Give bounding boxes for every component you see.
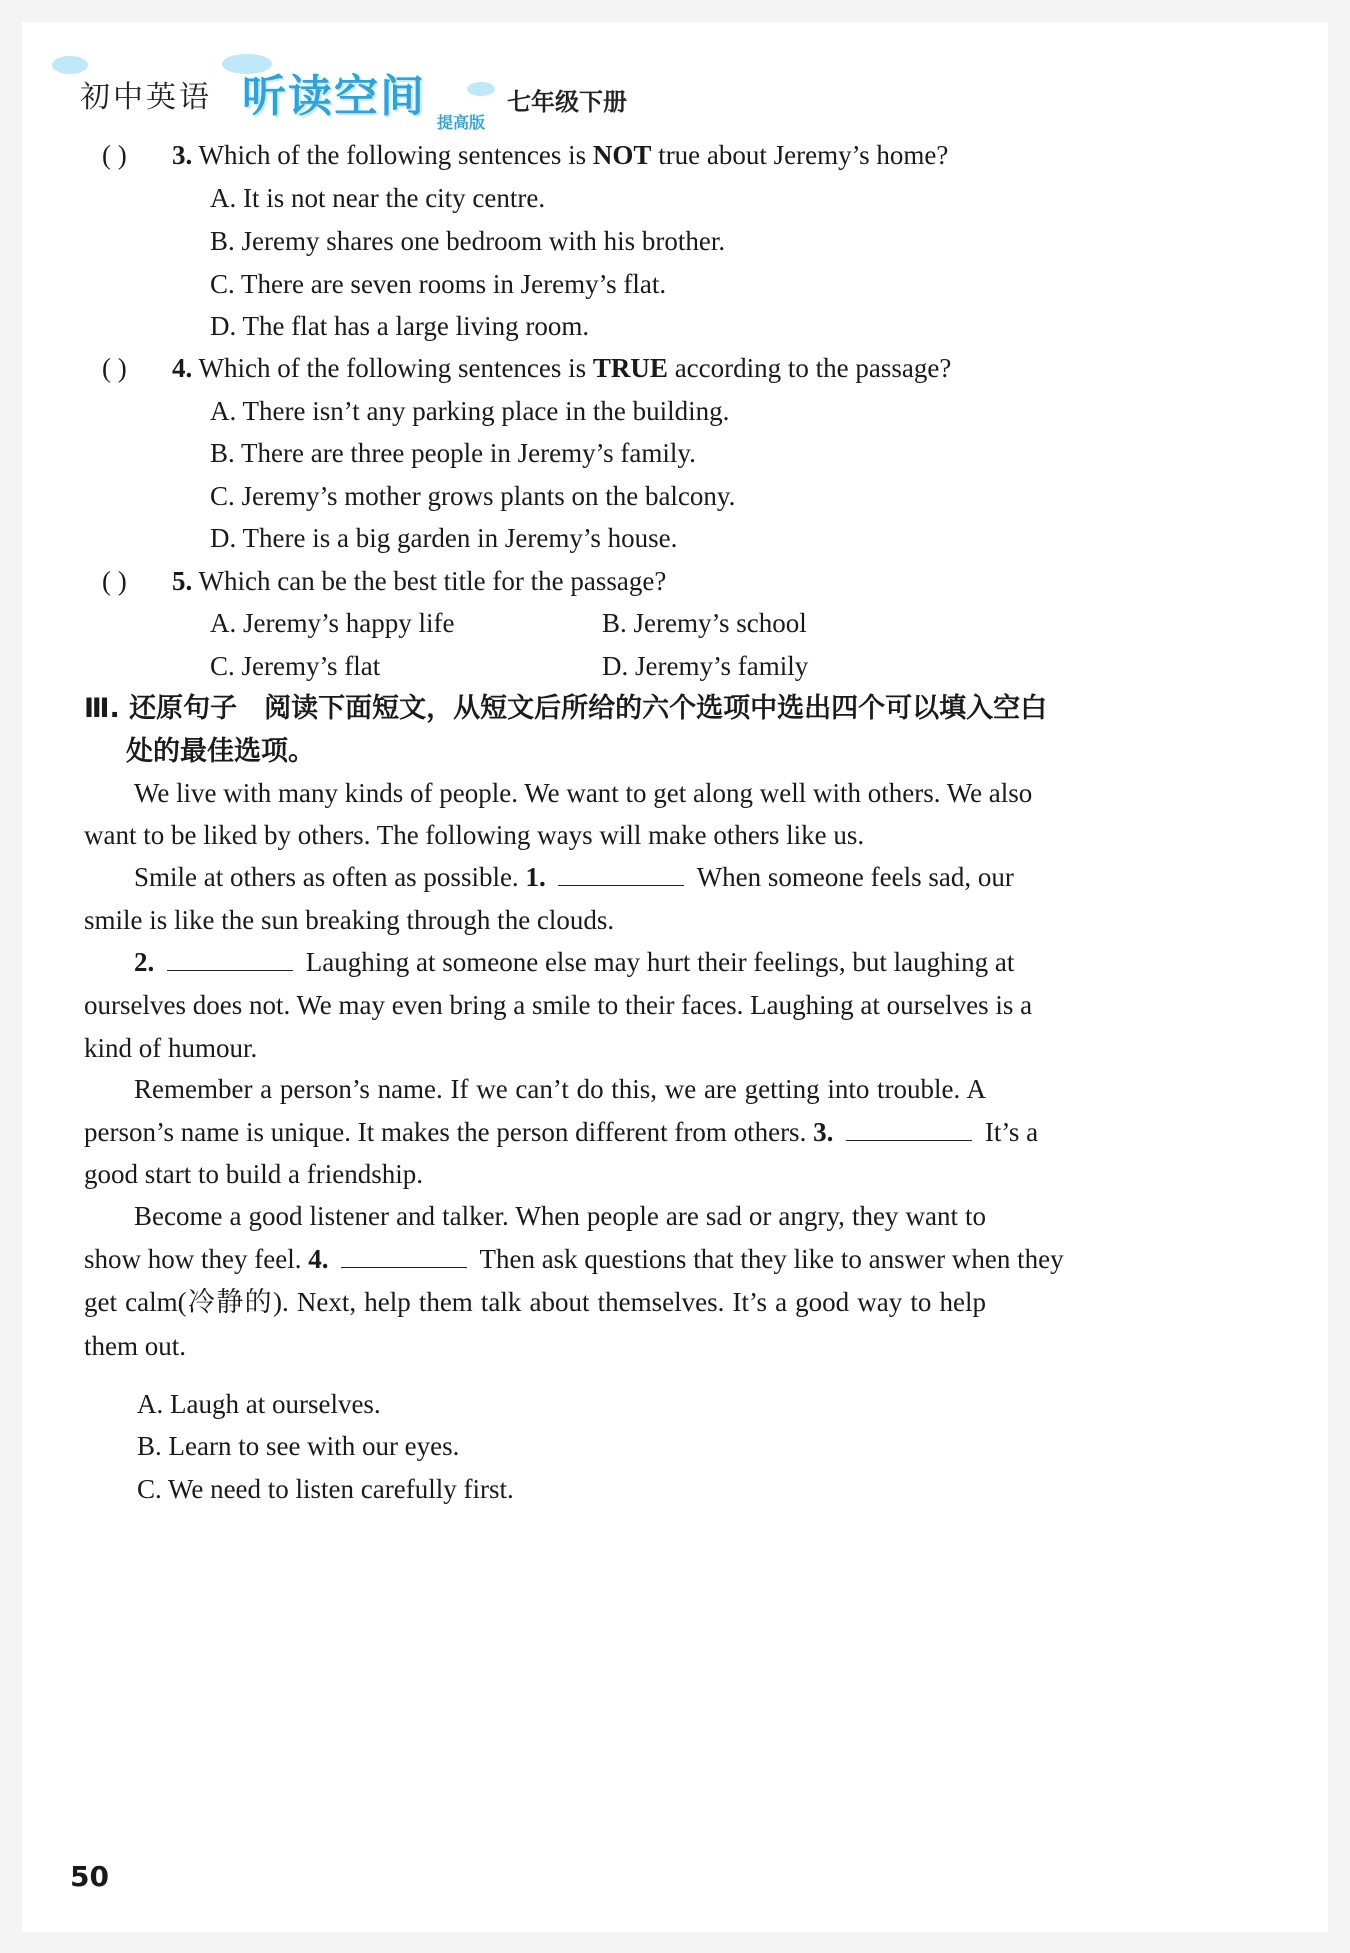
option: C. Jeremy’s mother grows plants on the balcony.	[210, 481, 736, 511]
passage-line: get calm(冷静的). Next, help them talk about themselves. It’s a good way to help	[84, 1287, 986, 1317]
option: B. Jeremy shares one bedroom with his brother.	[210, 226, 726, 256]
page	[22, 22, 1328, 1932]
option: A. Jeremy’s happy life	[210, 608, 455, 638]
passage-text: It’s a	[984, 1117, 1039, 1147]
answer-blank[interactable]	[558, 863, 684, 886]
stem-emphasis: TRUE	[592, 353, 668, 383]
choice-option: A. Laugh at ourselves.	[137, 1389, 381, 1419]
option: C. Jeremy’s flat	[210, 651, 381, 681]
question-number: 4.	[172, 353, 193, 383]
passage-line: Become a good listener and talker. When people are sad or angry, they want to	[134, 1201, 986, 1231]
question-stem	[172, 564, 666, 598]
option: C. There are seven rooms in Jeremy’s flat.	[210, 269, 667, 299]
stem-text: Which of the following sentences is	[198, 140, 587, 170]
passage-line	[84, 1242, 1064, 1276]
answer-paren[interactable]: ( )	[102, 140, 127, 170]
passage-text: When someone feels sad, our	[696, 862, 1014, 892]
option: D. Jeremy’s family	[602, 651, 809, 681]
option: A. There isn’t any parking place in the building.	[210, 396, 730, 426]
passage-text: person’s name is unique. It makes the person different from others.	[84, 1117, 807, 1147]
question-number: 3.	[172, 140, 193, 170]
answer-blank[interactable]	[846, 1118, 972, 1141]
stem-text: Which of the following sentences is	[198, 353, 587, 383]
series-title: 初中英语	[80, 80, 212, 115]
brand-logo: 听读空间	[242, 71, 426, 122]
passage-text: show how they feel.	[84, 1244, 302, 1274]
passage-text: Then ask questions that they like to answer when they	[479, 1244, 1064, 1274]
passage-line	[84, 1115, 1039, 1149]
stem-emphasis: NOT	[592, 140, 652, 170]
passage-line: good start to build a friendship.	[84, 1159, 423, 1189]
choice-option: C. We need to listen carefully first.	[137, 1474, 514, 1504]
passage-line: them out.	[84, 1331, 186, 1361]
cloud-decoration	[467, 82, 495, 96]
passage-text: Laughing at someone else may hurt their feelings, but laughing at	[305, 947, 1015, 977]
question-number: 5.	[172, 566, 193, 596]
passage-line: ourselves does not. We may even bring a smile to their faces. Laughing at ourselves is a	[84, 990, 1033, 1020]
passage-line: want to be liked by others. The following ways will make others like us.	[84, 820, 865, 850]
question-stem	[172, 351, 951, 385]
section-title: Ⅲ. 还原句子 阅读下面短文，从短文后所给的六个选项中选出四个可以填入空白	[84, 693, 1048, 724]
passage-line: We live with many kinds of people. We want to get along well with others. We also	[134, 778, 1033, 808]
passage-line	[134, 945, 1015, 979]
page-number: 50	[70, 1860, 109, 1893]
passage-line	[134, 860, 1014, 894]
blank-number: 2.	[134, 947, 155, 977]
stem-text: Which can be the best title for the passage?	[198, 566, 667, 596]
choice-option: B. Learn to see with our eyes.	[137, 1431, 460, 1461]
option: B. There are three people in Jeremy’s family.	[210, 438, 696, 468]
passage-line: smile is like the sun breaking through the clouds.	[84, 905, 615, 935]
stem-text: according to the passage?	[674, 353, 952, 383]
section-title: 处的最佳选项。	[126, 736, 315, 767]
option: D. The flat has a large living room.	[210, 311, 590, 341]
stem-text: true about Jeremy’s home?	[658, 140, 949, 170]
grade-label: 七年级下册	[507, 88, 627, 116]
passage-text: Smile at others as often as possible.	[134, 862, 519, 892]
answer-paren[interactable]: ( )	[102, 566, 127, 596]
option: B. Jeremy’s school	[602, 608, 807, 638]
blank-number: 4.	[308, 1244, 329, 1274]
question-stem	[172, 138, 948, 172]
option: D. There is a big garden in Jeremy’s house.	[210, 523, 678, 553]
answer-blank[interactable]	[167, 948, 293, 971]
answer-paren[interactable]: ( )	[102, 353, 127, 383]
blank-number: 1.	[525, 862, 546, 892]
blank-number: 3.	[813, 1117, 834, 1147]
option: A. It is not near the city centre.	[210, 183, 546, 213]
answer-blank[interactable]	[341, 1245, 467, 1268]
passage-line: Remember a person’s name. If we can’t do this, we are getting into trouble. A	[134, 1074, 986, 1104]
edition-label: 提高版	[437, 113, 486, 132]
header	[52, 52, 752, 132]
passage-line: kind of humour.	[84, 1033, 258, 1063]
